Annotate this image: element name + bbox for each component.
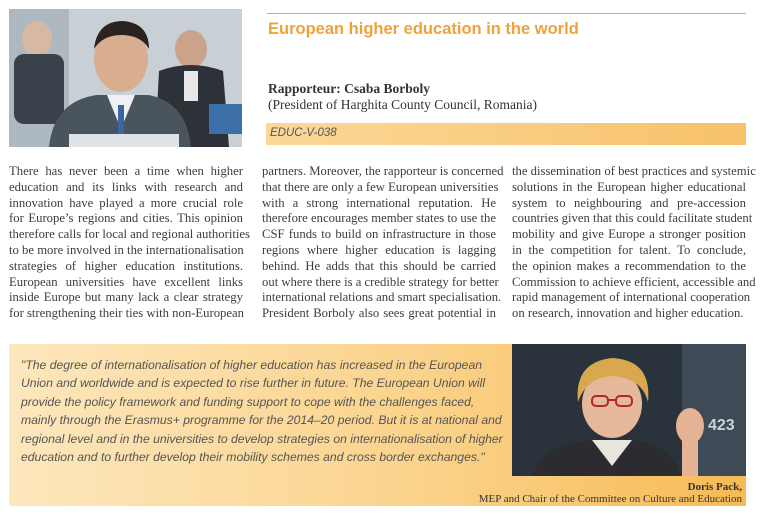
- text-line: countries given that this could facilitate student: [512, 211, 753, 226]
- text-line: the opinion makes a recommendation to the: [512, 258, 746, 273]
- rapporteur-role: (President of Harghita County Council, Romania): [268, 97, 537, 112]
- title-rule: [267, 13, 746, 14]
- text-line: for Europe’s regions and cities. This opinion: [9, 211, 243, 226]
- quote-line: mainly through the Erasmus+ programme for the 2014–20 period. But it is at national and: [21, 413, 502, 428]
- text-line: on research, innovation and higher education.: [512, 306, 744, 321]
- quote-author: Doris Pack,: [687, 481, 742, 493]
- text-line: therefore encourages member states to use the: [262, 211, 496, 226]
- text-line: European universities have excellent links: [9, 274, 243, 289]
- text-line: in the competition for talent. To conclude,: [512, 242, 746, 257]
- text-line: inside Europe but many lack a clear strategy: [9, 290, 243, 305]
- quote-line: education and to further develop their mobility schemes and cross border exchanges.": [21, 450, 485, 465]
- text-line: behind. He adds that this should be carried: [262, 258, 496, 273]
- opinion-code: EDUC-V-038: [270, 127, 337, 139]
- text-line: for strengthening their ties with non-European: [9, 306, 245, 321]
- body-column-3: [512, 164, 756, 322]
- text-line: to be more involved in the internationalisation: [9, 242, 244, 257]
- quote-line: regional level and in the universities to develop strategies on internationalisation of higher: [21, 431, 503, 446]
- text-line: the dissemination of best practices and systemic: [512, 164, 756, 178]
- text-line: therefore calls for local and regional authorities: [9, 227, 250, 242]
- text-line: Commission to achieve efficient, accessible and: [512, 274, 756, 289]
- text-line: partners. Moreover, the rapporteur is concerned: [262, 164, 504, 178]
- text-line: rapid management of international cooperation: [512, 290, 751, 305]
- text-line: innovation have played a more crucial role: [9, 195, 243, 210]
- text-line: strategies of higher education institutions.: [9, 258, 243, 273]
- background-sign-text: 423: [708, 417, 735, 434]
- body-column-1: [9, 164, 250, 322]
- text-line: mobility and give Europe a stronger position: [512, 227, 746, 242]
- quote-line: "The degree of internationalisation of higher education has increased in the European: [21, 358, 482, 372]
- text-line: President Borboly also sees great potential in: [262, 306, 496, 321]
- text-line: system to neighbouring and pre-accession: [512, 195, 746, 210]
- quote-line: Union and worldwide and is expected to rise further in future. The European Union will: [21, 376, 486, 391]
- text-line: international relations and smart specialisation.: [262, 290, 502, 305]
- quote-author-role: MEP and Chair of the Committee on Culture and Education: [478, 493, 742, 505]
- text-line: solutions in the European higher educational: [512, 179, 746, 194]
- opinion-code-bar: [266, 123, 746, 145]
- speaker-photo: [512, 344, 746, 476]
- text-line: that there are only a few European universities: [262, 179, 499, 194]
- text-line: regions where higher education is lagging: [262, 242, 496, 257]
- quote-line: provide the policy framework and funding support to cope with the challenges faced,: [21, 394, 475, 409]
- rapporteur-photo: [9, 9, 242, 147]
- text-line: education and its links with research and: [9, 179, 243, 194]
- rapporteur-name: Rapporteur: Csaba Borboly: [268, 81, 431, 96]
- page-title: European higher education in the world: [268, 20, 579, 38]
- text-line: with a strong international reputation. He: [262, 195, 496, 210]
- text-line: CSF funds to build on infrastructure in those: [262, 227, 496, 242]
- body-column-2: [262, 164, 504, 322]
- text-line: There has never been a time when higher: [9, 164, 243, 178]
- quote-text: [21, 356, 506, 466]
- text-line: out where there is a credible strategy for better: [262, 274, 499, 289]
